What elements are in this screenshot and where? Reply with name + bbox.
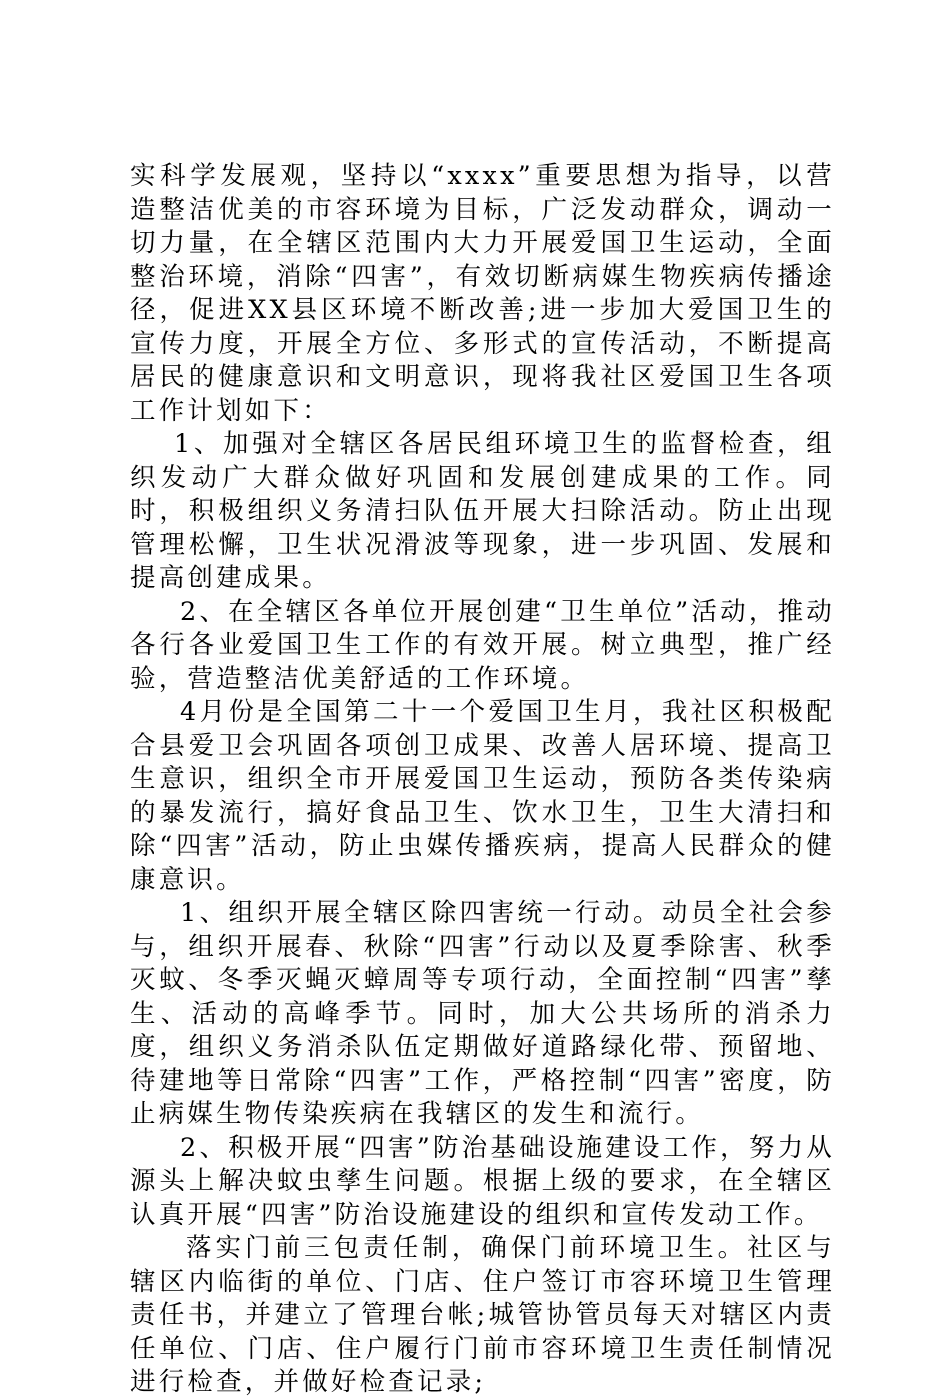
paragraph-item-2: 2、在全辖区各单位开展创建“卫生单位”活动，推动各行各业爱国卫生工作的有效开展。树立典型，推广经验，营造整洁优美舒适的工作环境。 bbox=[130, 596, 835, 694]
paragraph-item-1: 1、加强对全辖区各居民组环境卫生的监督检查，组织发动广大群众做好巩固和发展创建成果的工作。同时，积极组织义务清扫队伍开展大扫除活动。防止出现管理松懈，卫生状况滑波等现象，进一步巩固、发展和提高创建成果。 bbox=[130, 429, 835, 593]
paragraph-pest-control-2: 2、积极开展“四害”防治基础设施建设工作，努力从源头上解决蚊虫孳生问题。根据上级的要求，在全辖区认真开展“四害”防治设施建设的组织和宣传发动工作。 bbox=[130, 1132, 835, 1230]
paragraph-intro: 实科学发展观，坚持以“xxxx”重要思想为指导，以营造整洁优美的市容环境为目标，广泛发动群众，调动一切力量，在全辖区范围内大力开展爱国卫生运动，全面整治环境，消除“四害”，有效切断病媒生物疾病传播途径，促进XX县区环境不断改善;进一步加大爱国卫生的宣传力度，开展全方位、多形式的宣传活动，不断提高居民的健康意识和文明意识，现将我社区爱国卫生各项工作计划如下： bbox=[130, 161, 835, 426]
paragraph-responsibility: 落实门前三包责任制，确保门前环境卫生。社区与辖区内临街的单位、门店、住户签订市容环境卫生管理责任书，并建立了管理台帐;城管协管员每天对辖区内责任单位、门店、住户履行门前市容环境卫生责任制情况进行检查，并做好检查记录; bbox=[130, 1233, 835, 1397]
paragraph-april-health-month: 4月份是全国第二十一个爱国卫生月，我社区积极配合县爱卫会巩固各项创卫成果、改善人居环境、提高卫生意识，组织全市开展爱国卫生运动，预防各类传染病的暴发流行，搞好食品卫生、饮水卫生，卫生大清扫和除“四害”活动，防止虫媒传播疾病，提高人民群众的健康意识。 bbox=[130, 697, 835, 895]
paragraph-pest-control-1: 1、组织开展全辖区除四害统一行动。动员全社会参与，组织开展春、秋除“四害”行动以及夏季除害、秋季灭蚊、冬季灭蝇灭蟑周等专项行动，全面控制“四害”孳生、活动的高峰季节。同时，加大公共场所的消杀力度，组织义务消杀队伍定期做好道路绿化带、预留地、待建地等日常除“四害”工作，严格控制“四害”密度，防止病媒生物传染疾病在我辖区的发生和流行。 bbox=[130, 898, 835, 1129]
document-body bbox=[130, 160, 835, 1400]
